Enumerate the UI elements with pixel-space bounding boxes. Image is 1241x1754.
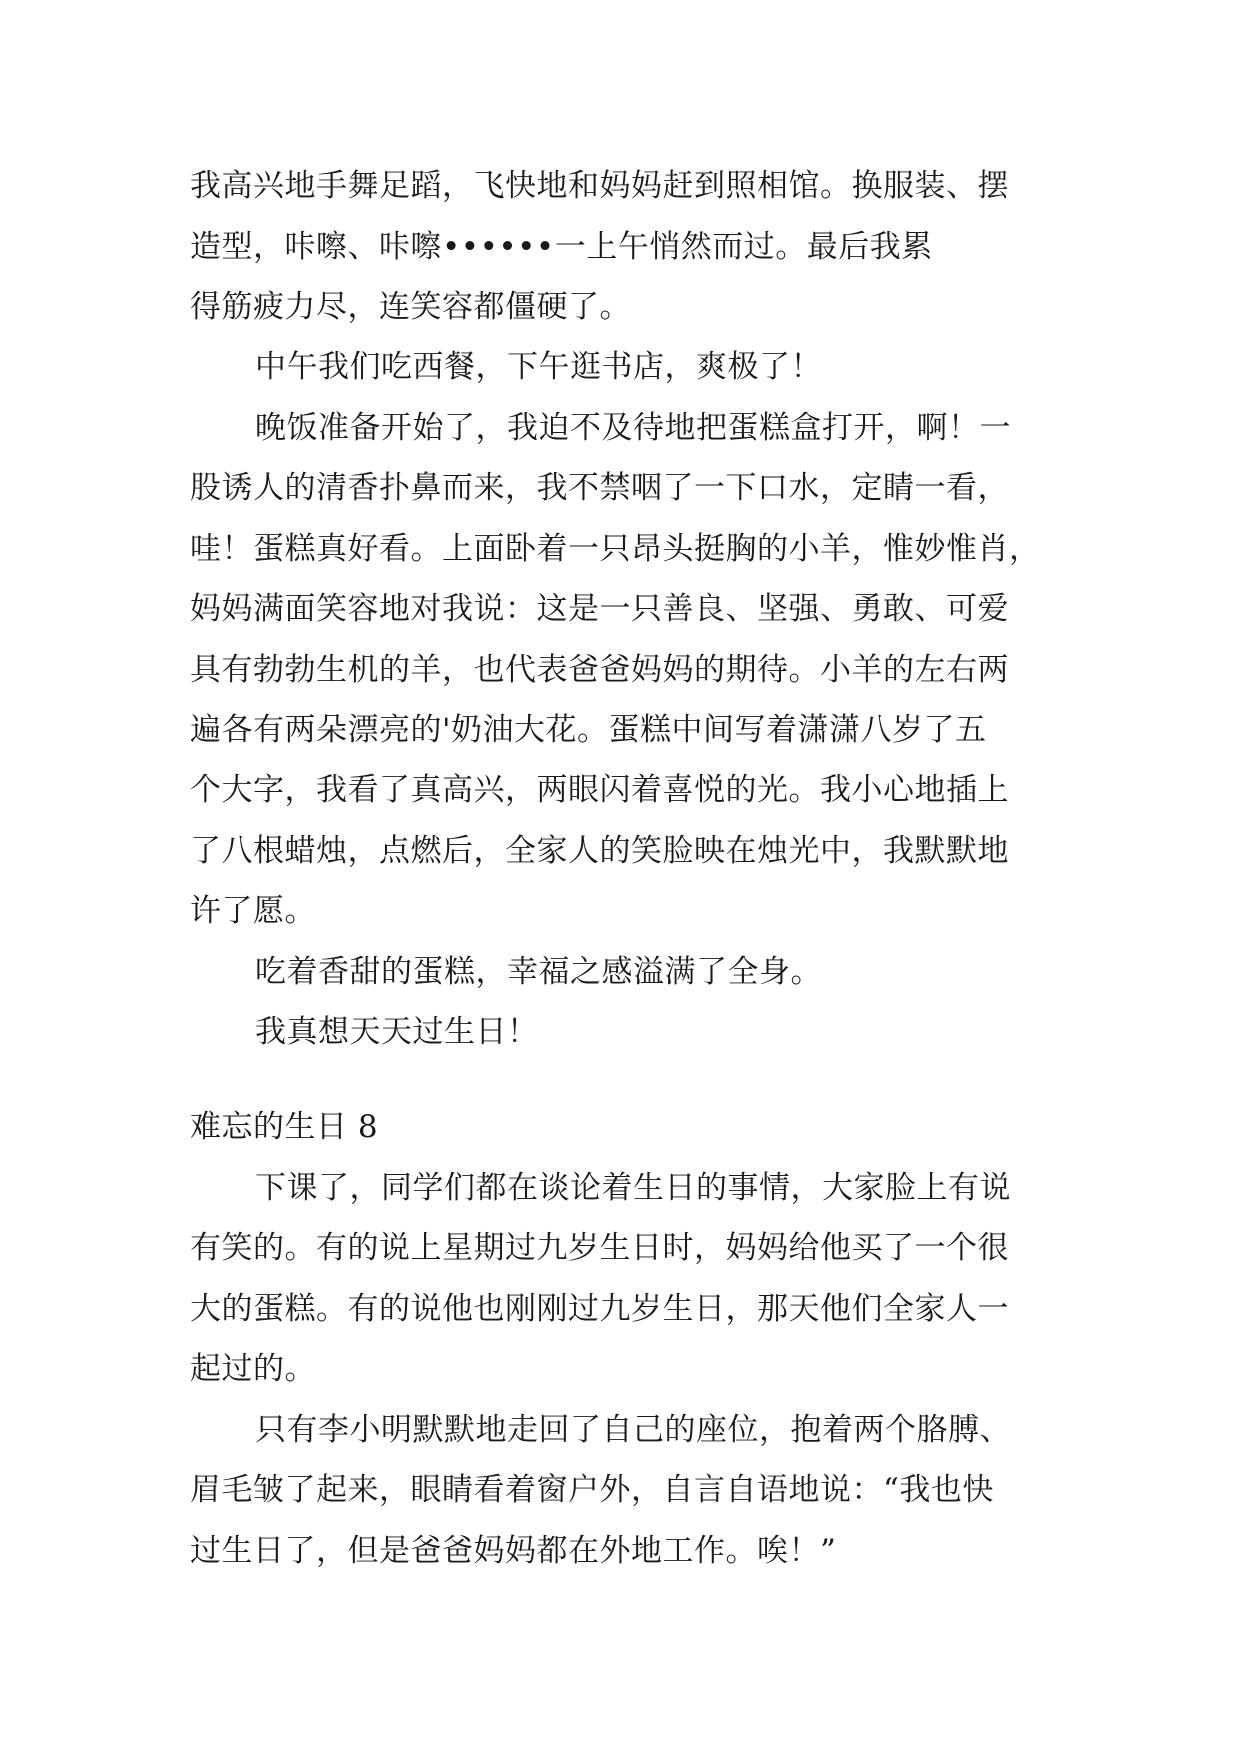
paragraph-line: 哇！蛋糕真好看。上面卧着一只昂头挺胸的小羊，惟妙惟肖， [190,531,1041,567]
paragraph-line: 中午我们吃西餐，下午逛书店，爽极了！ [255,349,822,385]
paragraph-line: 起过的。 [190,1351,316,1387]
paragraph-line: 妈妈满面笑容地对我说：这是一只善良、坚强、勇敢、可爱 [190,591,1009,627]
paragraph-line: 吃着香甜的蛋糕，幸福之感溢满了全身。 [255,954,822,990]
paragraph-line: 具有勃勃生机的羊，也代表爸爸妈妈的期待。小羊的左右两 [190,652,1009,688]
paragraph-line: 我高兴地手舞足蹈，飞快地和妈妈赶到照相馆。换服装、摆 [190,168,1009,204]
paragraph-line: 只有李小明默默地走回了自己的座位，抱着两个胳膊、 [255,1412,1011,1448]
paragraph-line: 晚饭准备开始了，我迫不及待地把蛋糕盒打开，啊！一 [255,410,1011,446]
paragraph-line: 我真想天天过生日！ [255,1014,539,1050]
paragraph-line: 遍各有两朵漂亮的'奶油大花。蛋糕中间写着潇潇八岁了五 [190,712,987,748]
paragraph-line: 造型，咔嚓、咔嚓••••••一上午悄然而过。最后我累 [190,229,933,265]
paragraph-line: 了八根蜡烛，点燃后，全家人的笑脸映在烛光中，我默默地 [190,833,1009,869]
paragraph-line: 有笑的。有的说上星期过九岁生日时，妈妈给他买了一个很 [190,1230,1009,1266]
paragraph-line: 过生日了，但是爸爸妈妈都在外地工作。唉！” [190,1533,837,1569]
paragraph-line: 大的蛋糕。有的说他也刚刚过九岁生日，那天他们全家人一 [190,1291,1009,1327]
paragraph-line: 下课了，同学们都在谈论着生日的事情，大家脸上有说 [255,1170,1011,1206]
paragraph-line: 许了愿。 [190,893,316,929]
paragraph-line: 股诱人的清香扑鼻而来，我不禁咽了一下口水，定睛一看， [190,470,1009,506]
section-title: 难忘的生日 8 [190,1109,379,1145]
paragraph-line: 眉毛皱了起来，眼睛看着窗户外，自言自语地说：“我也快 [190,1472,994,1508]
paragraph-line: 个大字，我看了真高兴，两眼闪着喜悦的光。我小心地插上 [190,772,1009,808]
paragraph-line: 得筋疲力尽，连笑容都僵硬了。 [190,289,631,325]
